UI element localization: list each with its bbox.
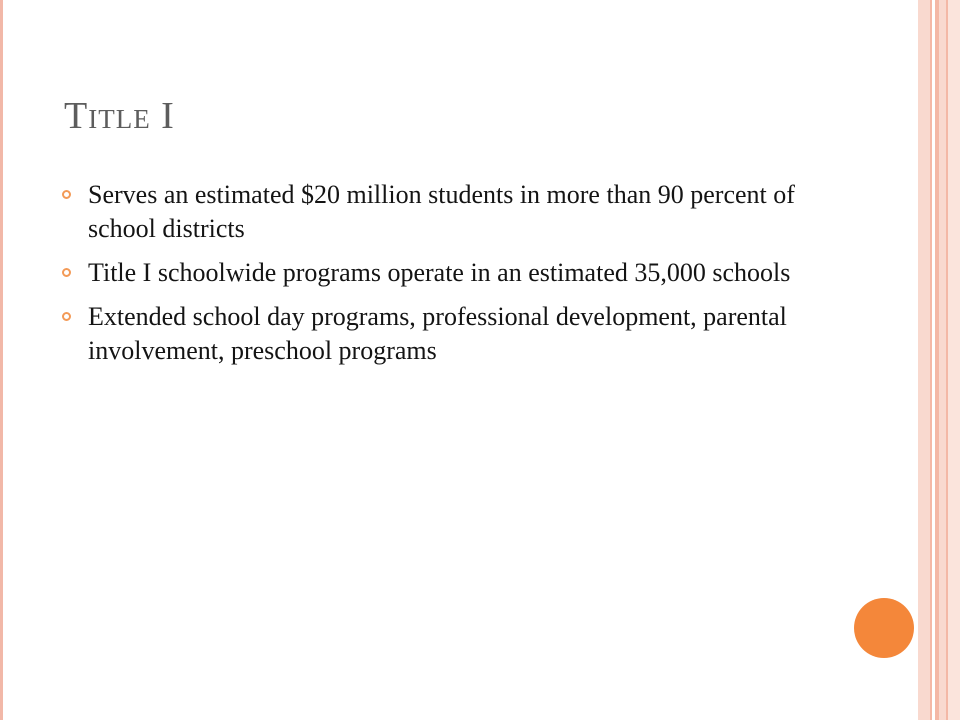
bullet-item bbox=[62, 300, 842, 368]
side-stripe bbox=[918, 0, 930, 720]
bullet-text: Extended school day programs, professional development, parental involvement, preschool programs bbox=[88, 302, 787, 365]
left-border bbox=[0, 0, 3, 720]
decorative-circle bbox=[854, 598, 914, 658]
side-stripe bbox=[939, 0, 946, 720]
bullet-item bbox=[62, 256, 842, 290]
side-stripe bbox=[948, 0, 960, 720]
bullet-circle-icon bbox=[62, 190, 71, 199]
bullet-list bbox=[62, 178, 842, 378]
bullet-text: Serves an estimated $20 million students in more than 90 percent of school districts bbox=[88, 180, 795, 243]
bullet-circle-icon bbox=[62, 312, 71, 321]
bullet-circle-icon bbox=[62, 268, 71, 277]
bullet-item bbox=[62, 178, 842, 246]
bullet-text: Title I schoolwide programs operate in an estimated 35,000 schools bbox=[88, 258, 791, 287]
slide-title: Title I bbox=[64, 95, 175, 137]
